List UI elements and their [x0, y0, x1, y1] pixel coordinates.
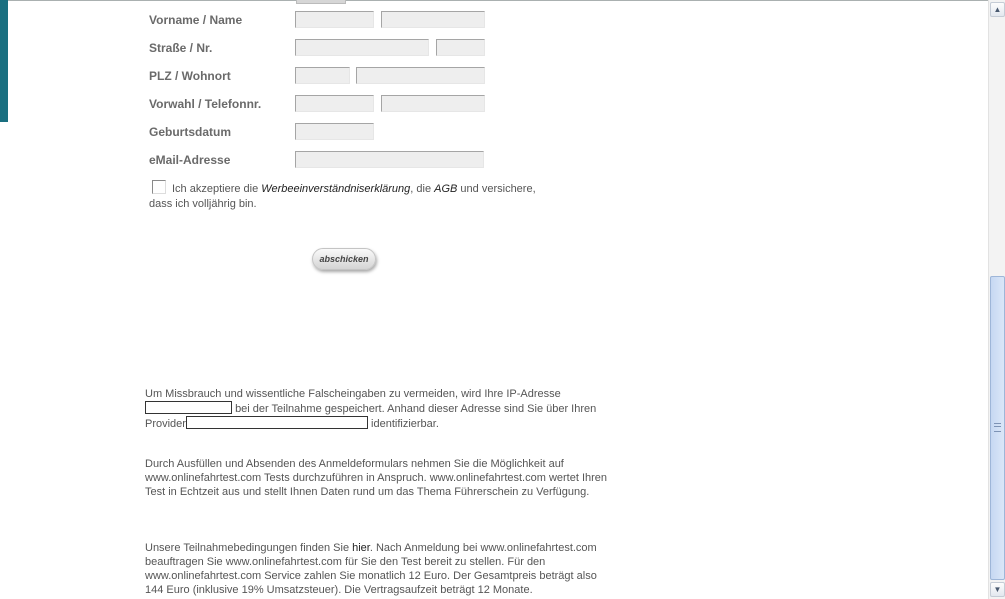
terms-paragraph — [145, 541, 605, 597]
arrow-down-icon[interactable]: ▼ — [990, 582, 1005, 597]
email-input[interactable] — [295, 151, 484, 168]
scrollbar-thumb[interactable] — [990, 276, 1005, 580]
consent-link-agb[interactable]: AGB — [434, 183, 458, 195]
consent-text — [149, 182, 549, 212]
submit-button[interactable]: abschicken — [312, 248, 376, 270]
left-accent-bar — [0, 0, 8, 122]
ip-notice-text-2: bei der Teilnahme gespeichert. Anhand dieser Adresse sind Sie über Ihren — [235, 403, 597, 415]
last-name-input[interactable] — [381, 11, 485, 28]
label-street-number: Straße / Nr. — [149, 41, 213, 55]
terms-text-2: . Nach Anmeldung bei www.onlinefahrtest.com beauftragen Sie www.onlinefahrtest.com für Sie den Test bereit zu stellen. Für den www.onlinefahrtest.com Service zahlen Sie monatlich 12 Euro. Der Gesamtpreis beträgt also 144 Euro (inklusive 19% Umsatzsteuer). Die Vertragsaufzeit beträgt 12 Monate. — [145, 542, 597, 596]
ip-address-box — [145, 401, 232, 414]
label-zip-city: PLZ / Wohnort — [149, 69, 231, 83]
label-birthdate: Geburtsdatum — [149, 125, 232, 139]
ip-notice-text-4: identifizierbar. — [371, 418, 439, 430]
ip-notice-paragraph — [145, 387, 625, 431]
top-divider — [0, 0, 988, 1]
consent-text-end: und versichere, dass ich volljährig bin. — [149, 183, 536, 210]
provider-box — [186, 416, 368, 429]
ip-notice-text-3: Provider — [145, 418, 186, 430]
phone-input[interactable] — [381, 95, 485, 112]
top-tab-edge — [296, 0, 346, 4]
consent-link-declaration[interactable]: Werbeeinverständniserklärung — [261, 183, 411, 195]
first-name-input[interactable] — [295, 11, 374, 28]
label-phone: Vorwahl / Telefonnr. — [149, 97, 262, 111]
label-first-last-name: Vorname / Name — [149, 13, 243, 27]
terms-link-here[interactable]: hier — [352, 542, 370, 554]
consent-text-middle: , die — [410, 183, 435, 195]
ip-notice-text-1: Um Missbrauch und wissentliche Falscheingaben zu vermeiden, wird Ihre IP-Adresse — [145, 388, 561, 400]
city-input[interactable] — [356, 67, 485, 84]
vertical-scrollbar[interactable] — [988, 0, 1005, 599]
grip-icon — [994, 423, 1001, 432]
arrow-up-icon[interactable]: ▲ — [990, 2, 1005, 17]
house-number-input[interactable] — [436, 39, 485, 56]
birthdate-input[interactable] — [295, 123, 374, 140]
street-input[interactable] — [295, 39, 429, 56]
terms-text-1: Unsere Teilnahmebedingungen finden Sie — [145, 542, 353, 554]
registration-notice-paragraph: Durch Ausfüllen und Absenden des Anmeldeformulars nehmen Sie die Möglichkeit auf www.onlinefahrtest.com Tests durchzuführen in Anspruch. www.onlinefahrtest.com wertet Ihren Test in Echtzeit aus und stellt Ihnen Daten rund um das Thema Führerschein zu Verfügung. — [145, 458, 608, 498]
consent-text-start: Ich akzeptiere die — [172, 183, 262, 195]
label-email: eMail-Adresse — [149, 153, 231, 167]
zip-input[interactable] — [295, 67, 350, 84]
area-code-input[interactable] — [295, 95, 374, 112]
